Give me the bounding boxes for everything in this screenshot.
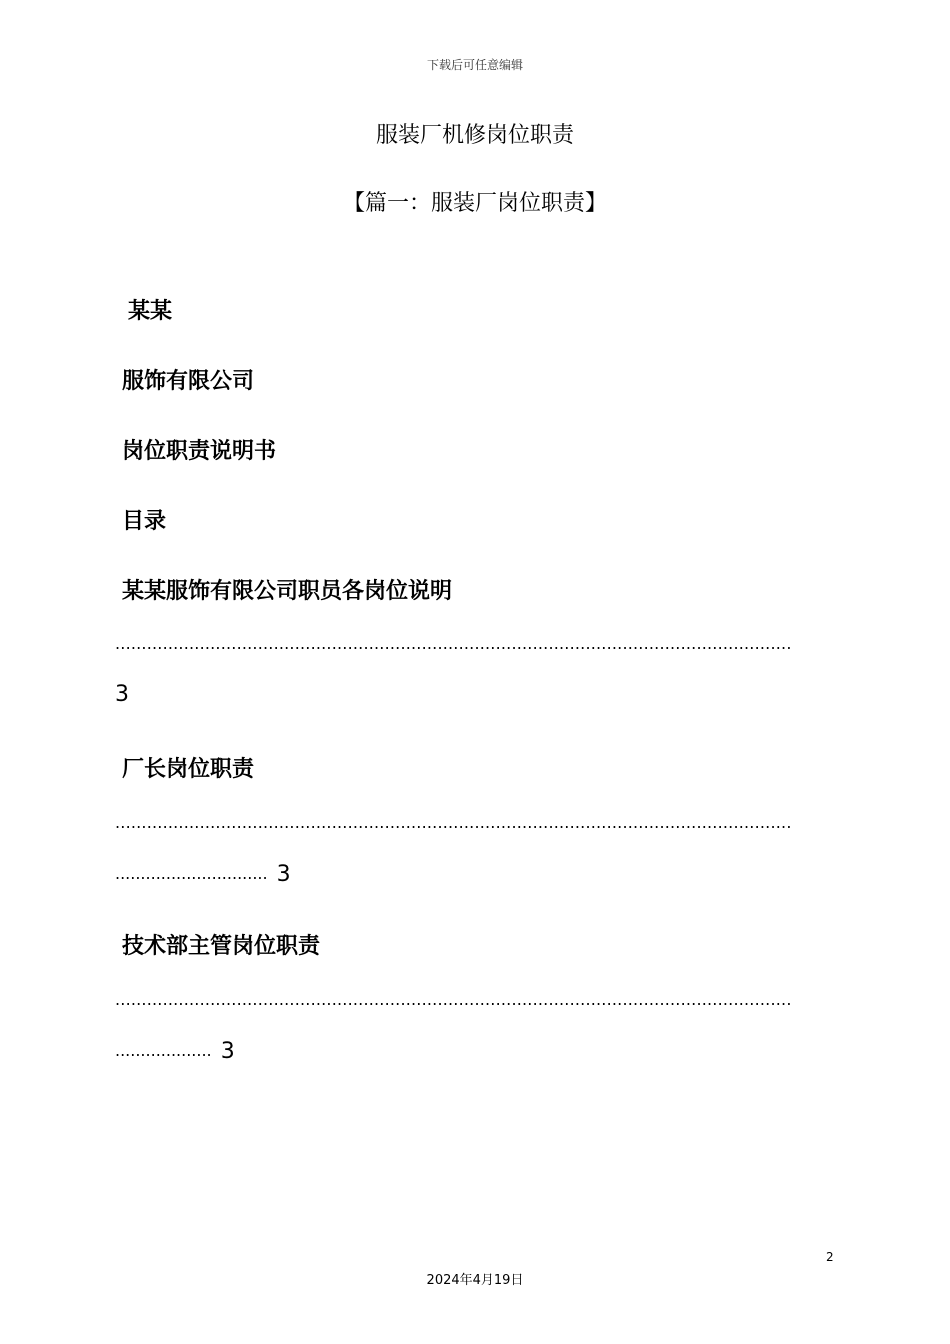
toc-page-number: 3 [220,1039,235,1064]
toc-leader-dots: ................................................................................................................................ [115,990,792,1009]
toc-leader-dots-continued: .............................. [115,864,268,883]
toc-leader-dots-continued: ................... [115,1041,212,1060]
toc-heading: 目录 [122,509,167,534]
toc-entry-label: 技术部主管岗位职责 [122,934,321,959]
footer-date: 2024年4月19日 [426,1273,524,1288]
toc-leader-line2 [115,1037,235,1062]
toc-entry-label: 厂长岗位职责 [122,757,255,782]
toc-entry-label: 某某服饰有限公司职员各岗位说明 [122,579,453,604]
company-name-line1: 某某 [128,299,173,324]
page-number: 2 [826,1250,834,1264]
manual-title: 岗位职责说明书 [122,439,277,464]
document-title: 服装厂机修岗位职责 [375,123,574,148]
company-name-line2: 服饰有限公司 [122,369,255,394]
document-subtitle: 【篇一：服装厂岗位职责】 [342,191,607,216]
toc-leader-line2 [115,860,291,885]
toc-page-number: 3 [115,682,129,707]
toc-page-number: 3 [276,862,291,887]
toc-leader-dots: ................................................................................................................................ [115,813,792,832]
page-header: 下载后可任意编辑 [426,58,523,72]
toc-leader-dots: ................................................................................................................................ [115,634,792,653]
